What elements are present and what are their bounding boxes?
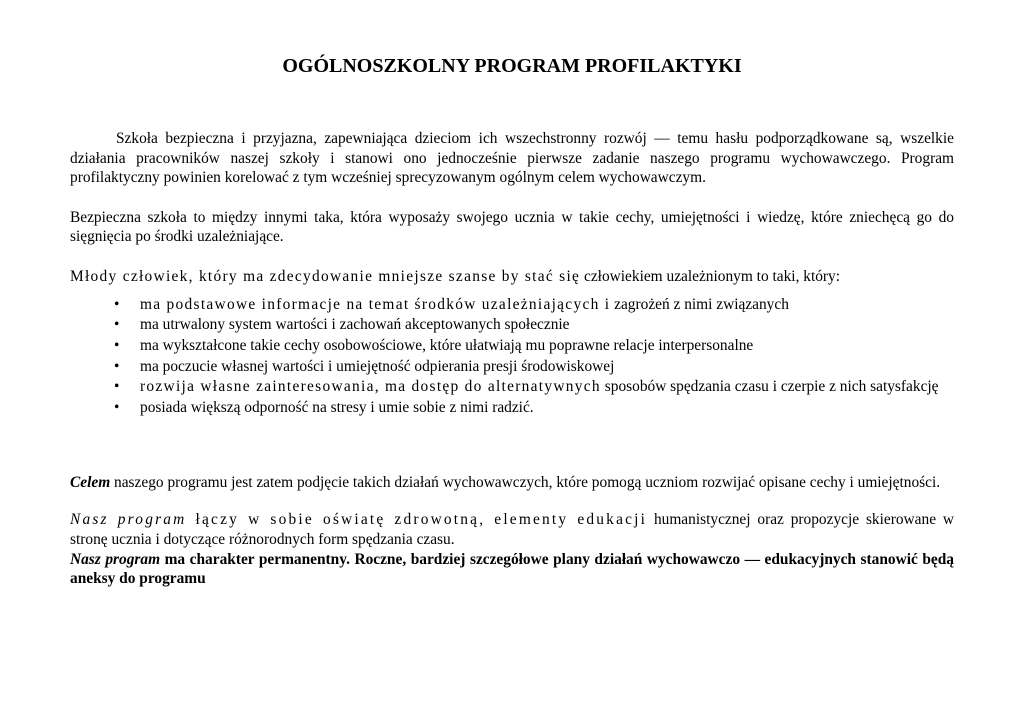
list-item-text: zagrożeń z nimi związanych	[610, 295, 789, 313]
bullet-icon: •	[114, 316, 120, 334]
bullet-icon: •	[114, 378, 120, 396]
bullet-icon: •	[114, 357, 120, 375]
goal-text: naszego programu jest zatem podjęcie takich działań wychowawczych, które pomogą uczniom rozwijać opisane cechy i umiejętności.	[110, 473, 941, 491]
paragraph-goal	[70, 473, 954, 493]
goal-label: Celem	[70, 473, 111, 491]
list-item	[70, 398, 954, 419]
list-item-text: ma poczucie własnej wartości i umiejętność odpierania presji środowiskowej	[140, 357, 615, 375]
program-rest: humanistycznej oraz propozycje skierowane w stronę ucznia i dotyczące różnorodnych form spędzania czasu.	[70, 511, 954, 548]
program-label: Nasz program	[70, 511, 187, 529]
bullet-icon: •	[114, 295, 120, 313]
list-item	[70, 357, 954, 378]
bullet-icon: •	[114, 399, 120, 417]
list-item-spaced: ma podstawowe informacje na temat środków uzależniających i	[140, 295, 611, 313]
list-item-spaced: rozwija własne zainteresowania, ma dostęp do alternatywnych	[140, 378, 601, 396]
paragraph-intro: Szkoła bezpieczna i przyjazna, zapewniająca dzieciom ich wszechstronny rozwój — temu hasłu podporządkowane są, wszelkie działania pracowników naszej szkoły i stanowi ono jednocześnie pierwsze zadanie naszego programu wychowawczego. Program profilaktyczny powinien korelować z tym wcześniej sprecyzowanym ogólnym celem wychowawczym.	[70, 130, 954, 187]
list-item-text: ma wykształcone takie cechy osobowościowe, które ułatwiają mu poprawne relacje interpersonalne	[140, 336, 754, 354]
paragraph-program-permanent	[70, 550, 954, 589]
list-item	[70, 336, 954, 357]
paragraph-young-person-rest: człowiekiem uzależnionym to taki, który:	[580, 267, 841, 285]
bullet-icon: •	[114, 336, 120, 354]
paragraph-young-person-spaced: Młody człowiek, który ma zdecydowanie mniejsze szanse by stać się	[70, 267, 581, 285]
paragraph-safe-school: Bezpieczna szkoła to między innymi taka, która wyposaży swojego ucznia w takie cechy, umiejętności i wiedzę, które zniechęcą go do sięgnięcia po środki uzależniające.	[70, 208, 954, 246]
list-item-text: ma utrwalony system wartości i zachowań akceptowanych społecznie	[140, 316, 570, 334]
paragraph-program	[70, 510, 954, 549]
document-title: OGÓLNOSZKOLNY PROGRAM PROFILAKTYKI	[282, 55, 742, 77]
program-permanent-label: Nasz program	[70, 550, 161, 568]
list-item	[70, 295, 954, 316]
traits-list	[70, 295, 954, 419]
list-item	[70, 377, 954, 398]
program-spaced: łączy w sobie oświatę zdrowotną, elementy edukacji	[186, 511, 648, 529]
list-item-text: sposobów spędzania czasu i czerpie z nich satysfakcję	[600, 378, 939, 396]
document-body	[70, 129, 954, 589]
list-item	[70, 315, 954, 336]
paragraph-young-person	[70, 267, 954, 287]
program-permanent-text: ma charakter permanentny. Roczne, bardziej szczegółowe plany działań wychowawczo — edukacyjnych stanowić będą aneksy do programu	[70, 550, 954, 588]
list-item-text: posiada większą odporność na stresy i umie sobie z nimi radzić.	[140, 399, 534, 417]
